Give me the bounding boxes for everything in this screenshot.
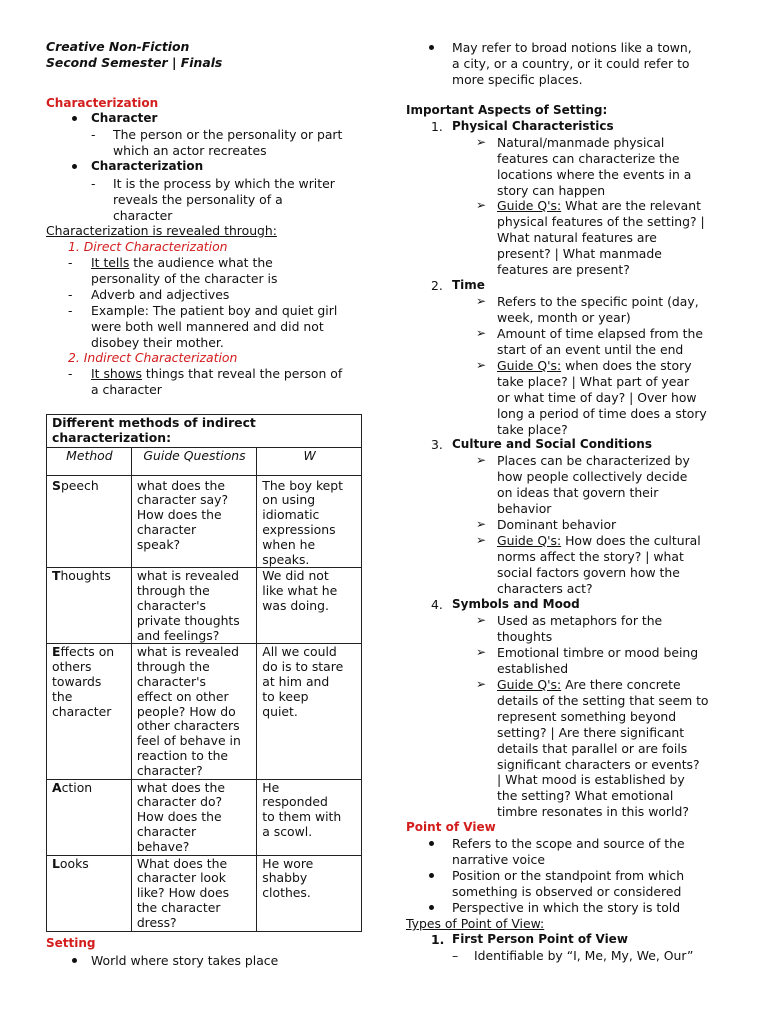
guide-questions-point: Guide Q's: How does the cultural norms affect the story? | what social factors govern how the characters act? xyxy=(497,533,701,596)
dash-icon: - xyxy=(68,255,73,270)
character-definition: The person or the personality or part which an actor recreates xyxy=(113,127,343,158)
table-title: Different methods of indirect characterization: xyxy=(47,415,362,448)
method-cell: Effects on others towards the character xyxy=(47,644,132,779)
character-term: Character xyxy=(91,111,158,125)
aspect-point: Places can be characterized by how people collectively decide on ideas that govern their behavior xyxy=(497,453,690,516)
arrow-bullet-icon: ➢ xyxy=(476,326,487,340)
aspect-number: 1. xyxy=(431,119,443,134)
column-header-guide: Guide Questions xyxy=(131,447,256,475)
column-header-method: Method xyxy=(47,447,132,475)
arrow-bullet-icon: ➢ xyxy=(476,677,487,691)
important-aspects-heading: Important Aspects of Setting: xyxy=(406,103,608,117)
arrow-bullet-icon: ➢ xyxy=(476,135,487,149)
arrow-bullet-icon: ➢ xyxy=(476,533,487,547)
aspect-point: Amount of time elapsed from the start of an event until the end xyxy=(497,326,703,357)
bullet-icon xyxy=(72,164,77,169)
pov-type-number: 1. xyxy=(431,932,445,947)
guide-questions-point: Guide Q's: when does the story take place? | What part of year or what time of day? | Over how long a period of time does a story take place? xyxy=(497,358,707,437)
bullet-icon xyxy=(72,958,77,963)
document-header xyxy=(46,39,222,71)
aspect-point: Natural/manmade physical features can characterize the locations where the events in a story can happen xyxy=(497,135,692,198)
method-cell: Action xyxy=(47,779,132,855)
indirect-characterization-label: 2. Indirect Characterization xyxy=(68,350,238,365)
guide-cell: what is revealed through the character's effect on other people? How do other characters feel of behave in reaction to the character? xyxy=(131,644,256,779)
guide-cell: what does the character say? How does the character speak? xyxy=(131,475,256,568)
dash-icon: - xyxy=(68,366,73,381)
aspect-title: Physical Characteristics xyxy=(452,119,614,133)
guide-questions-point: Guide Q's: Are there concrete details of the setting that seem to represent something beyond setting? | Are there significant details that parallel or are foils significant characters or events? | What mood is established by the setting? What emotional timbre resonates in this world? xyxy=(497,677,709,820)
method-cell: Speech xyxy=(47,475,132,568)
aspect-title: Symbols and Mood xyxy=(452,597,580,611)
setting-heading: Setting xyxy=(46,936,96,950)
characterization-definition: It is the process by which the writer reveals the personality of a character xyxy=(113,176,335,223)
table-row xyxy=(47,779,362,855)
guide-cell: what does the character do? How does the character behave? xyxy=(131,779,256,855)
arrow-bullet-icon: ➢ xyxy=(476,613,487,627)
direct-point-example: Example: The patient boy and quiet girl were both well mannered and did not disobey their mother. xyxy=(91,303,338,350)
column-header-example: W xyxy=(257,447,362,475)
direct-point-tells: It tells the audience what the personality of the character is xyxy=(91,255,278,286)
guide-questions-point: Guide Q's: What are the relevant physical features of the setting? | What natural features are present? | What manmade features are present? xyxy=(497,198,705,277)
arrow-bullet-icon: ➢ xyxy=(476,358,487,372)
pov-bullet: Position or the standpoint from which something is observed or considered xyxy=(452,868,685,899)
characterization-heading: Characterization xyxy=(46,96,159,110)
semester-label: Second Semester | Finals xyxy=(46,54,223,70)
bullet-icon xyxy=(72,116,77,121)
characterization-term: Characterization xyxy=(91,159,204,173)
dash-icon: - xyxy=(68,287,73,302)
guide-cell: What does the character look like? How does the character dress? xyxy=(131,855,256,931)
aspect-title: Culture and Social Conditions xyxy=(452,437,652,451)
bullet-icon xyxy=(429,873,434,878)
pov-bullet: Perspective in which the story is told xyxy=(452,900,681,915)
table-row xyxy=(47,644,362,779)
arrow-bullet-icon: ➢ xyxy=(476,198,487,212)
example-cell: He wore shabby clothes. xyxy=(257,855,362,931)
example-cell: All we could do is to stare at him and to keep quiet. xyxy=(257,644,362,779)
setting-bullet-2: May refer to broad notions like a town, a city, or a country, or it could refer to more specific places. xyxy=(452,40,692,87)
dash-icon: - xyxy=(91,176,96,191)
pov-bullet: Refers to the scope and source of the narrative voice xyxy=(452,836,685,867)
aspect-title: Time xyxy=(452,278,485,292)
pov-type-title: First Person Point of View xyxy=(452,932,628,946)
arrow-bullet-icon: ➢ xyxy=(476,517,487,531)
direct-point-adverb: Adverb and adjectives xyxy=(91,287,230,302)
table-row xyxy=(47,475,362,568)
table-row xyxy=(47,855,362,931)
example-cell: The boy kept on using idiomatic expressions when he speaks. xyxy=(257,475,362,568)
table-header-row xyxy=(47,447,362,475)
guide-cell: what is revealed through the character's private thoughts and feelings? xyxy=(131,568,256,644)
dash-icon: - xyxy=(91,127,96,142)
pov-type-point: Identifiable by “I, Me, My, We, Our” xyxy=(474,948,694,963)
indirect-point-shows: It shows things that reveal the person of a character xyxy=(91,366,343,397)
bullet-icon xyxy=(429,905,434,910)
dash-icon: - xyxy=(68,303,73,318)
types-of-pov-heading: Types of Point of View: xyxy=(406,916,545,931)
bullet-icon xyxy=(429,841,434,846)
direct-characterization-label: 1. Direct Characterization xyxy=(68,239,228,254)
aspect-point: Used as metaphors for the thoughts xyxy=(497,613,663,644)
aspect-point: Emotional timbre or mood being established xyxy=(497,645,699,676)
course-title: Creative Non-Fiction xyxy=(46,39,190,54)
aspect-point: Dominant behavior xyxy=(497,517,617,532)
method-cell: Looks xyxy=(47,855,132,931)
arrow-bullet-icon: ➢ xyxy=(476,453,487,467)
aspect-number: 3. xyxy=(431,437,443,452)
indirect-methods-table xyxy=(46,414,362,932)
bullet-icon xyxy=(429,45,434,50)
table-row xyxy=(47,568,362,644)
aspect-number: 4. xyxy=(431,597,443,612)
revealed-through-heading: Characterization is revealed through: xyxy=(46,223,277,238)
example-cell: We did not like what he was doing. xyxy=(257,568,362,644)
aspect-number: 2. xyxy=(431,278,443,293)
setting-bullet-1: World where story takes place xyxy=(91,953,279,968)
aspect-point: Refers to the specific point (day, week, month or year) xyxy=(497,294,699,325)
method-cell: Thoughts xyxy=(47,568,132,644)
dash-icon: – xyxy=(452,948,459,963)
example-cell: He responded to them with a scowl. xyxy=(257,779,362,855)
point-of-view-heading: Point of View xyxy=(406,820,496,834)
arrow-bullet-icon: ➢ xyxy=(476,294,487,308)
arrow-bullet-icon: ➢ xyxy=(476,645,487,659)
